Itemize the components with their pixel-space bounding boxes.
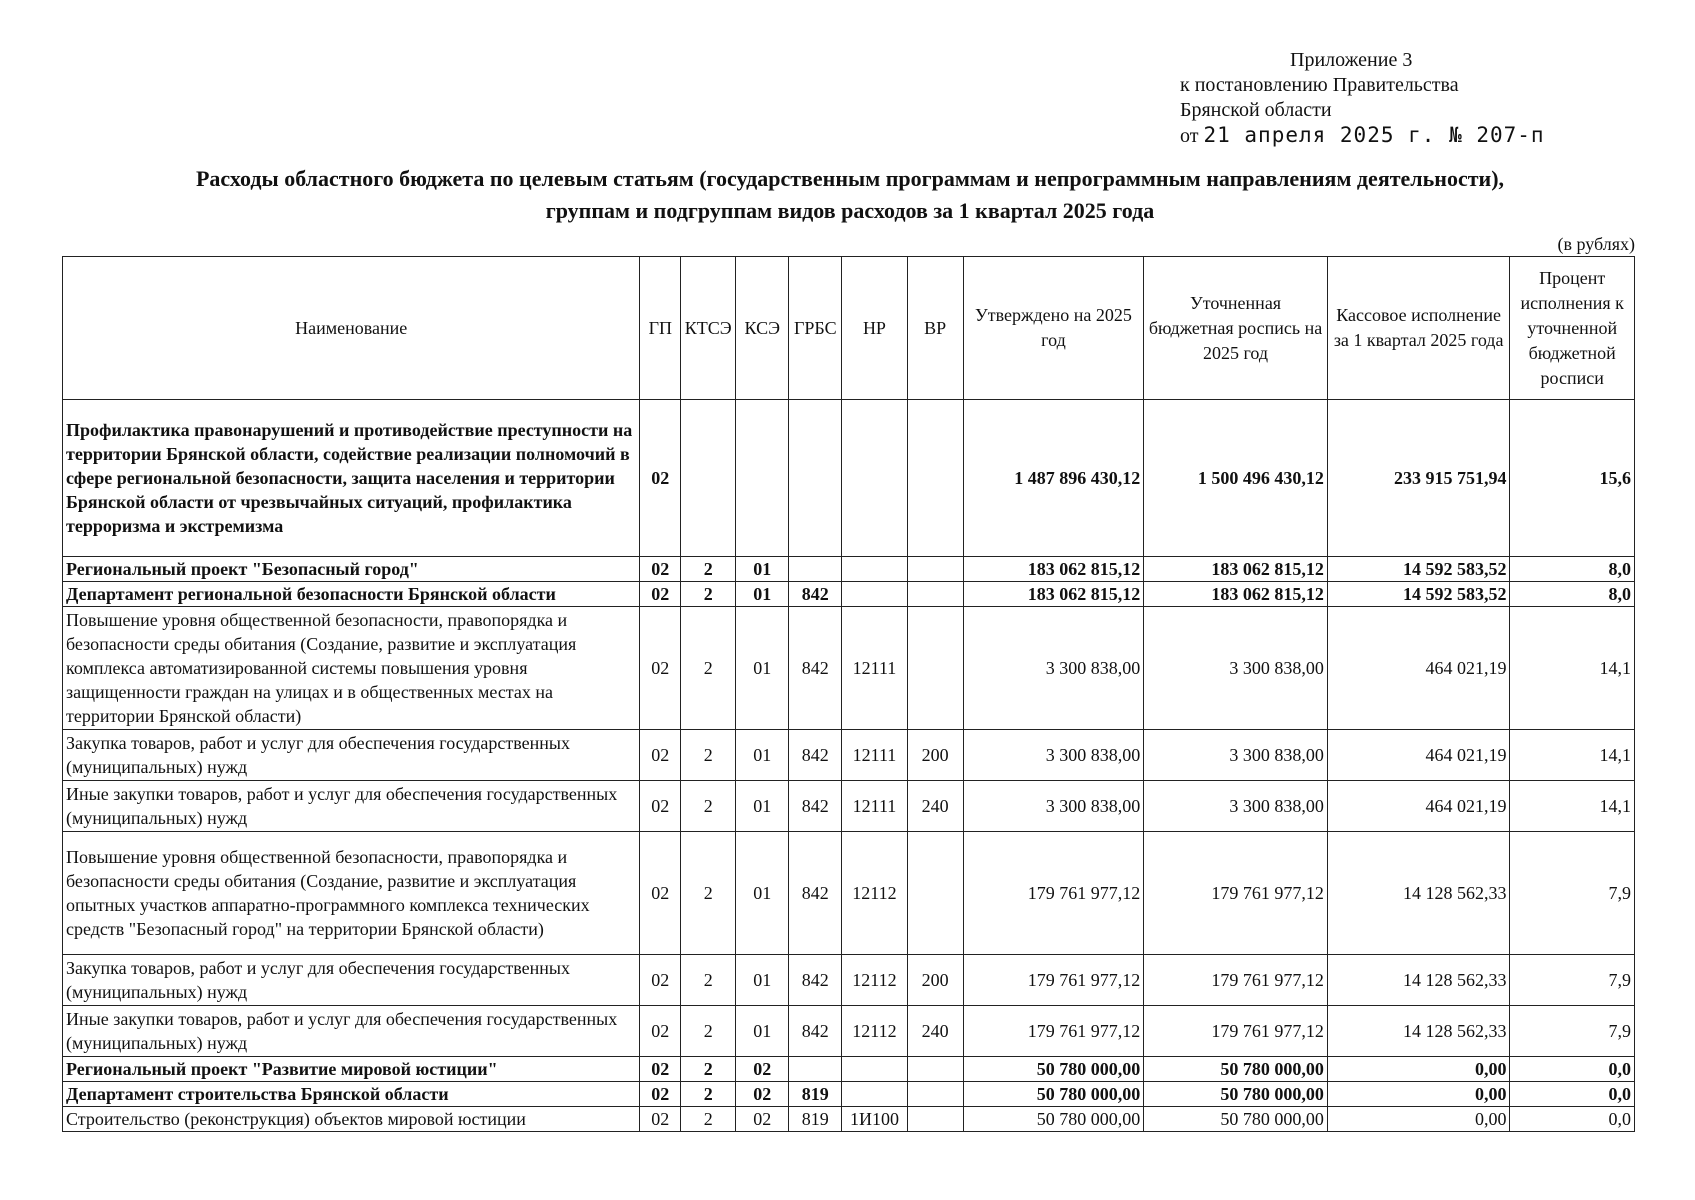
header-approved: Утверждено на 2025 год [963, 257, 1144, 400]
cell-vr: 200 [907, 955, 963, 1006]
cell-percent: 0,0 [1510, 1082, 1635, 1107]
cell-approved: 3 300 838,00 [963, 607, 1144, 730]
cell-name: Закупка товаров, работ и услуг для обеспечения государственных (муниципальных) нужд [63, 955, 640, 1006]
cell-vr: 200 [907, 730, 963, 781]
table-row [63, 1082, 1635, 1107]
cell-grbs: 819 [789, 1082, 842, 1107]
cell-vr [907, 607, 963, 730]
table-row [63, 400, 1635, 557]
table-row [63, 832, 1635, 955]
cell-ktse: 2 [681, 1107, 736, 1132]
cell-vr [907, 582, 963, 607]
cell-cash: 0,00 [1327, 1082, 1510, 1107]
table-row [63, 582, 1635, 607]
cell-kse: 01 [736, 730, 789, 781]
cell-gp: 02 [640, 582, 681, 607]
cell-kse: 02 [736, 1057, 789, 1082]
cell-nr: 12112 [842, 832, 907, 955]
cell-approved: 1 487 896 430,12 [963, 400, 1144, 557]
cell-refined: 1 500 496 430,12 [1144, 400, 1328, 557]
cell-percent: 0,0 [1510, 1057, 1635, 1082]
appendix-decree: к постановлению Правительства [1180, 74, 1459, 96]
cell-gp: 02 [640, 400, 681, 557]
cell-ktse: 2 [681, 1057, 736, 1082]
header-percent: Процент исполнения к уточненной бюджетной росписи [1510, 257, 1635, 400]
cell-nr: 12112 [842, 1006, 907, 1057]
cell-percent: 7,9 [1510, 832, 1635, 955]
cell-kse: 01 [736, 832, 789, 955]
header-kse: КСЭ [736, 257, 789, 400]
cell-cash: 14 592 583,52 [1327, 557, 1510, 582]
cell-nr [842, 1057, 907, 1082]
cell-percent: 0,0 [1510, 1107, 1635, 1132]
cell-kse: 01 [736, 1006, 789, 1057]
cell-percent: 14,1 [1510, 730, 1635, 781]
cell-vr [907, 1107, 963, 1132]
header-refined: Уточненная бюджетная роспись на 2025 год [1144, 257, 1328, 400]
cell-ktse: 2 [681, 781, 736, 832]
header-name: Наименование [63, 257, 640, 400]
cell-cash: 14 128 562,33 [1327, 1006, 1510, 1057]
cell-grbs: 842 [789, 781, 842, 832]
cell-percent: 14,1 [1510, 781, 1635, 832]
cell-name: Профилактика правонарушений и противодействие преступности на территории Брянской области, содействие реализации полномочий в сфере региональной безопасности, защита населения и территории Брянской области от чрезвычайных ситуаций, профилактика терроризма и экстремизма [63, 400, 640, 557]
cell-ktse: 2 [681, 1082, 736, 1107]
appendix-date-handwritten: 21 апреля 2025 г. № 207-п [1203, 123, 1545, 147]
table-row [63, 1107, 1635, 1132]
cell-grbs [789, 400, 842, 557]
cell-grbs: 819 [789, 1107, 842, 1132]
cell-vr [907, 832, 963, 955]
cell-grbs [789, 557, 842, 582]
header-cash: Кассовое исполнение за 1 квартал 2025 года [1327, 257, 1510, 400]
table-row [63, 1057, 1635, 1082]
cell-nr [842, 582, 907, 607]
cell-cash: 464 021,19 [1327, 607, 1510, 730]
cell-nr: 12111 [842, 730, 907, 781]
table-row [63, 607, 1635, 730]
budget-table [62, 256, 1635, 1132]
cell-grbs: 842 [789, 730, 842, 781]
cell-ktse: 2 [681, 557, 736, 582]
table-header-row [63, 257, 1635, 400]
cell-vr: 240 [907, 1006, 963, 1057]
cell-cash: 0,00 [1327, 1107, 1510, 1132]
cell-approved: 50 780 000,00 [963, 1057, 1144, 1082]
cell-nr: 12111 [842, 781, 907, 832]
cell-gp: 02 [640, 781, 681, 832]
cell-nr [842, 557, 907, 582]
cell-cash: 14 128 562,33 [1327, 832, 1510, 955]
cell-gp: 02 [640, 955, 681, 1006]
cell-approved: 179 761 977,12 [963, 1006, 1144, 1057]
header-ktse: КТСЭ [681, 257, 736, 400]
cell-vr [907, 557, 963, 582]
cell-approved: 183 062 815,12 [963, 582, 1144, 607]
cell-ktse [681, 400, 736, 557]
cell-refined: 3 300 838,00 [1144, 607, 1328, 730]
cell-gp: 02 [640, 730, 681, 781]
cell-kse: 01 [736, 955, 789, 1006]
document-title [60, 163, 1640, 227]
table-row [63, 955, 1635, 1006]
cell-name: Департамент региональной безопасности Брянской области [63, 582, 640, 607]
cell-grbs: 842 [789, 582, 842, 607]
cell-cash: 464 021,19 [1327, 730, 1510, 781]
cell-name: Иные закупки товаров, работ и услуг для обеспечения государственных (муниципальных) нужд [63, 1006, 640, 1057]
cell-name: Повышение уровня общественной безопасности, правопорядка и безопасности среды обитания (Создание, развитие и эксплуатация комплекса автоматизированной системы повышения уровня защищенности граждан на улицах и в общественных местах на территории Брянской области) [63, 607, 640, 730]
cell-nr: 1И100 [842, 1107, 907, 1132]
appendix-date-prefix: от [1180, 125, 1199, 147]
cell-name: Строительство (реконструкция) объектов мировой юстиции [63, 1107, 640, 1132]
cell-ktse: 2 [681, 730, 736, 781]
cell-kse: 01 [736, 557, 789, 582]
cell-percent: 7,9 [1510, 1006, 1635, 1057]
cell-refined: 3 300 838,00 [1144, 781, 1328, 832]
cell-approved: 3 300 838,00 [963, 781, 1144, 832]
cell-cash: 14 128 562,33 [1327, 955, 1510, 1006]
cell-gp: 02 [640, 1082, 681, 1107]
cell-kse: 02 [736, 1107, 789, 1132]
cell-vr [907, 1082, 963, 1107]
cell-cash: 0,00 [1327, 1057, 1510, 1082]
cell-name: Иные закупки товаров, работ и услуг для обеспечения государственных (муниципальных) нужд [63, 781, 640, 832]
cell-ktse: 2 [681, 582, 736, 607]
cell-grbs [789, 1057, 842, 1082]
table-row [63, 781, 1635, 832]
cell-approved: 50 780 000,00 [963, 1107, 1144, 1132]
cell-grbs: 842 [789, 607, 842, 730]
cell-grbs: 842 [789, 832, 842, 955]
cell-gp: 02 [640, 832, 681, 955]
cell-vr: 240 [907, 781, 963, 832]
cell-gp: 02 [640, 557, 681, 582]
cell-ktse: 2 [681, 1006, 736, 1057]
cell-refined: 179 761 977,12 [1144, 955, 1328, 1006]
cell-percent: 15,6 [1510, 400, 1635, 557]
cell-cash: 233 915 751,94 [1327, 400, 1510, 557]
cell-kse: 02 [736, 1082, 789, 1107]
cell-kse: 01 [736, 607, 789, 730]
cell-kse: 01 [736, 582, 789, 607]
cell-name: Департамент строительства Брянской области [63, 1082, 640, 1107]
table-row [63, 730, 1635, 781]
cell-approved: 3 300 838,00 [963, 730, 1144, 781]
cell-approved: 183 062 815,12 [963, 557, 1144, 582]
cell-refined: 183 062 815,12 [1144, 582, 1328, 607]
cell-kse: 01 [736, 781, 789, 832]
cell-name: Региональный проект "Развитие мировой юстиции" [63, 1057, 640, 1082]
cell-nr: 12111 [842, 607, 907, 730]
appendix-region: Брянской области [1180, 99, 1332, 121]
cell-name: Региональный проект "Безопасный город" [63, 557, 640, 582]
header-gp: ГП [640, 257, 681, 400]
cell-nr: 12112 [842, 955, 907, 1006]
title-line-1: Расходы областного бюджета по целевым статьям (государственным программам и непрограммным направлениям деятельности), [195, 166, 1505, 191]
cell-refined: 179 761 977,12 [1144, 1006, 1328, 1057]
cell-approved: 179 761 977,12 [963, 832, 1144, 955]
appendix-number: Приложение 3 [1290, 49, 1413, 71]
cell-percent: 14,1 [1510, 607, 1635, 730]
cell-grbs: 842 [789, 1006, 842, 1057]
cell-nr [842, 400, 907, 557]
header-nr: НР [842, 257, 907, 400]
cell-vr [907, 400, 963, 557]
cell-gp: 02 [640, 607, 681, 730]
cell-refined: 3 300 838,00 [1144, 730, 1328, 781]
cell-name: Закупка товаров, работ и услуг для обеспечения государственных (муниципальных) нужд [63, 730, 640, 781]
cell-refined: 50 780 000,00 [1144, 1082, 1328, 1107]
units-note: (в рублях) [1557, 234, 1635, 254]
cell-gp: 02 [640, 1006, 681, 1057]
header-grbs: ГРБС [789, 257, 842, 400]
cell-approved: 50 780 000,00 [963, 1082, 1144, 1107]
cell-refined: 50 780 000,00 [1144, 1107, 1328, 1132]
header-vr: ВР [907, 257, 963, 400]
cell-approved: 179 761 977,12 [963, 955, 1144, 1006]
title-line-2: группам и подгруппам видов расходов за 1 квартал 2025 года [545, 198, 1155, 223]
cell-percent: 7,9 [1510, 955, 1635, 1006]
appendix-date-line [1180, 123, 1545, 149]
appendix-block [1180, 48, 1545, 149]
cell-ktse: 2 [681, 955, 736, 1006]
cell-vr [907, 1057, 963, 1082]
cell-kse [736, 400, 789, 557]
cell-cash: 14 592 583,52 [1327, 582, 1510, 607]
cell-name: Повышение уровня общественной безопасности, правопорядка и безопасности среды обитания (Создание, развитие и эксплуатация опытных участков аппаратно-программного комплекса технических средств "Безопасный город" на территории Брянской области) [63, 832, 640, 955]
cell-refined: 179 761 977,12 [1144, 832, 1328, 955]
cell-ktse: 2 [681, 832, 736, 955]
cell-nr [842, 1082, 907, 1107]
cell-gp: 02 [640, 1057, 681, 1082]
cell-cash: 464 021,19 [1327, 781, 1510, 832]
table-row [63, 1006, 1635, 1057]
table-row [63, 557, 1635, 582]
cell-gp: 02 [640, 1107, 681, 1132]
cell-ktse: 2 [681, 607, 736, 730]
cell-grbs: 842 [789, 955, 842, 1006]
cell-refined: 183 062 815,12 [1144, 557, 1328, 582]
cell-refined: 50 780 000,00 [1144, 1057, 1328, 1082]
cell-percent: 8,0 [1510, 582, 1635, 607]
cell-percent: 8,0 [1510, 557, 1635, 582]
